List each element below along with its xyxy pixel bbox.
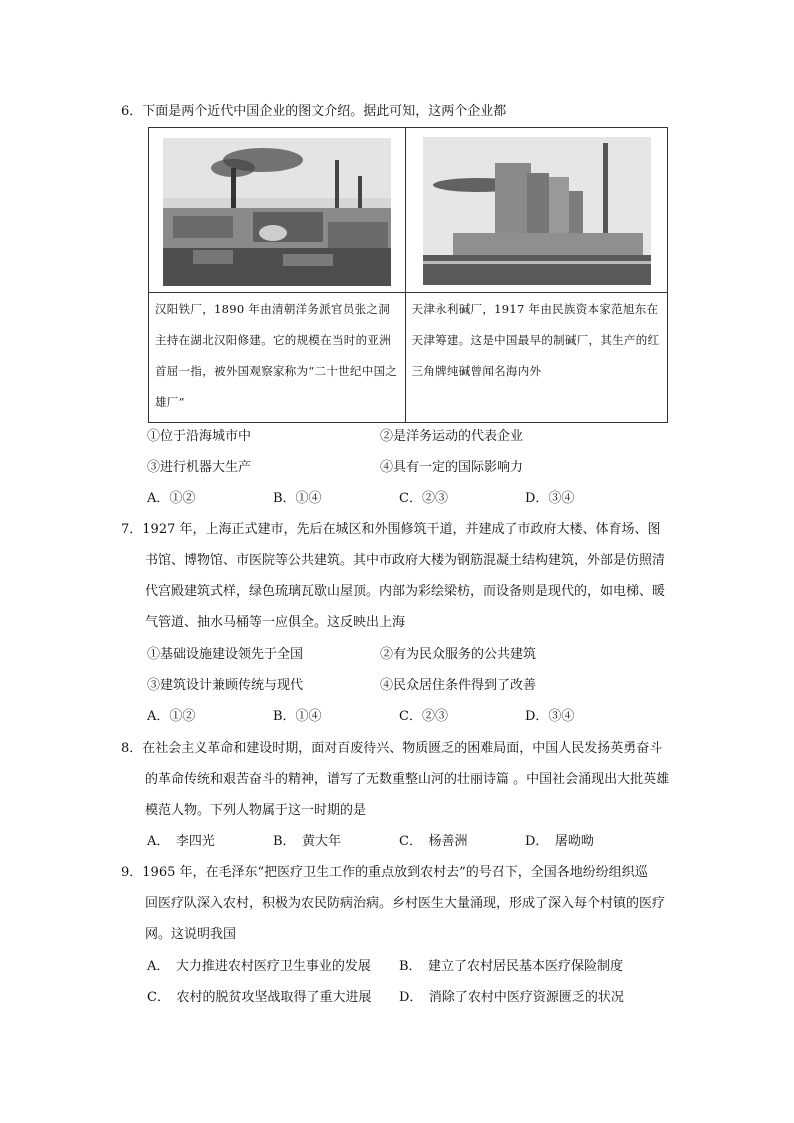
q8-line-3: 模范人物。下列人物属于这一时期的是 [145,803,367,818]
hanyang-caption: 汉阳铁厂，1890 年由清朝洋务派官员张之洞主持在湖北汉阳修建。它的规模在当时的亚洲首屈一指，被外国观察家称为“二十世纪中国之雄厂” [149,293,406,423]
q6-item-4: ④具有一定的国际影响力 [380,460,524,475]
q9-choice-c[interactable]: C． 农村的脱贫攻坚战取得了重大进展 [147,990,372,1005]
question-8 [121,733,681,826]
q7-item-4: ④民众居住条件得到了改善 [380,678,537,693]
question-8-choices [147,826,687,857]
q7-item-2: ②有为民众服务的公共建筑 [380,647,537,662]
q6-item-2: ②是洋务运动的代表企业 [380,429,524,444]
q8-line-2: 的革命传统和艰苦奋斗的精神，谱写了无数重整山河的壮丽诗篇 。中国社会涌现出大批英雄 [145,772,670,787]
q7-line-3: 代宫殿建筑式样，绿色琉璃瓦歇山屋顶。内部为彩绘梁枋，而设备则是现代的，如电梯、暖 [145,584,666,599]
q9-line-3: 网。这说明我国 [145,927,237,942]
q7-choice-d[interactable]: D．③④ [525,709,575,724]
question-6 [121,96,681,127]
q6-choice-d[interactable]: D．③④ [525,491,575,506]
q8-choice-d[interactable]: D． 屠呦呦 [525,834,594,849]
question-9-choices [147,951,687,1013]
question-6-items [147,421,687,514]
q8-line-1: 8．在社会主义革命和建设时期，面对百废待兴、物质匮乏的困难局面，中国人民发扬英勇奋斗 [121,741,663,756]
question-9 [121,857,681,950]
q6-choice-c[interactable]: C．②③ [399,491,448,506]
hanyang-ironworks-photo [163,138,391,286]
question-7 [121,514,681,638]
q8-choice-c[interactable]: C． 杨善洲 [399,834,468,849]
q9-line-1: 9．1965 年，在毛泽东“把医疗卫生工作的重点放到农村去”的号召下，全国各地纷纷组织巡 [121,865,648,880]
q6-item-1: ①位于沿海城市中 [147,429,252,444]
q8-choice-b[interactable]: B． 黄大年 [273,834,342,849]
enterprise-figure-table [148,127,668,423]
q9-choice-b[interactable]: B． 建立了农村居民基本医疗保险制度 [399,959,624,974]
question-7-items [147,639,687,732]
question-6-stem: 6．下面是两个近代中国企业的图文介绍。据此可知，这两个企业都 [121,104,507,119]
yongli-photo-cell [405,128,667,293]
q8-choice-a[interactable]: A． 李四光 [147,834,215,849]
yongli-caption: 天津永利碱厂，1917 年由民族资本家范旭东在天津筹建。这是中国最早的制碱厂，其生产的红三角牌纯碱曾闻名海内外 [405,293,667,423]
q7-choice-b[interactable]: B．①④ [273,709,322,724]
q7-choice-c[interactable]: C．②③ [399,709,448,724]
q7-line-4: 气管道、抽水马桶等一应俱全。这反映出上海 [145,615,406,630]
q6-choice-a[interactable]: A．①② [147,491,196,506]
q6-choice-b[interactable]: B．①④ [273,491,322,506]
q7-item-1: ①基础设施建设领先于全国 [147,647,304,662]
q9-choice-a[interactable]: A． 大力推进农村医疗卫生事业的发展 [147,959,371,974]
q9-choice-d[interactable]: D． 消除了农村中医疗资源匮乏的状况 [399,990,624,1005]
q7-item-3: ③建筑设计兼顾传统与现代 [147,678,304,693]
q7-line-2: 书馆、博物馆、市医院等公共建筑。其中市政府大楼为钢筋混凝土结构建筑，外部是仿照清 [145,553,666,568]
q9-line-2: 回医疗队深入农村，积极为农民防病治病。乡村医生大量涌现，形成了深入每个村镇的医疗 [145,896,666,911]
q7-line-1: 7．1927 年，上海正式建市，先后在城区和外围修筑干道，并建成了市政府大楼、体育场、图 [121,522,661,537]
yongli-soda-plant-photo [423,137,651,285]
q7-choice-a[interactable]: A．①② [147,709,196,724]
q6-item-3: ③进行机器大生产 [147,460,252,475]
hanyang-photo-cell [149,128,406,293]
